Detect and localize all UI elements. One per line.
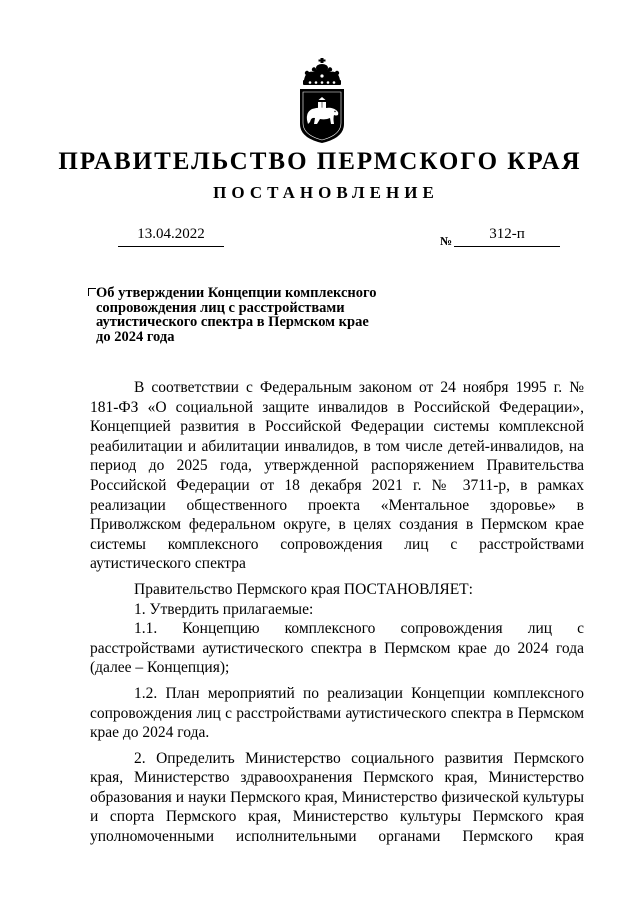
subject-line: аутистического спектра в Пермском крае (96, 314, 369, 330)
subject-line: сопровождения лиц с расстройствами (96, 299, 345, 316)
paragraph-item-1-1: 1.1. Концепцию комплексного сопровождения лиц с расстройствами аутистического спектра в Пермском крае до 2024 года (далее – Концепция); (90, 620, 584, 677)
paragraph-item-1-2: 1.2. План мероприятий по реализации Концепции комплексного сопровождения лиц с расстройствами аутистического спектра в Пермском крае до 2024 года. (90, 684, 584, 742)
paragraph-preamble: В соответствии с Федеральным законом от 24 ноября 1995 г. № 181-ФЗ «О социальной защите инвалидов в Российской Федерации», Концепцией развития в Российской Федерации системы комплексной реабилитации и абилитации инвалидов, в том числе детей-инвалидов, на период до 2025 года, утвержденной распоряжением Правительства Российской Федерации от 18 декабря 2021 г. № 3711-р, в рамках реализации общественного проекта «Ментальное здоровье» в Приволжском федеральном округе, в целях создания в Пермском крае системы комплексного сопровождения лиц с расстройствами аутистического спектра (90, 379, 584, 573)
coat-of-arms-icon (296, 58, 348, 144)
document-body (90, 378, 584, 847)
document-type: ПОСТАНОВЛЕНИЕ (213, 183, 439, 202)
subject-line: Об утверждении Концепции комплексного (96, 285, 377, 301)
paragraph-item-2: 2. Определить Министерство социального развития Пермского края, Министерство здравоохранения Пермского края, Министерство образования и науки Пермского края, Министерство физической культуры и спорта Пермского края, Министерство культуры Пермского края уполномоченными исполнительными органами Пермского края (90, 749, 584, 846)
government-title: ПРАВИТЕЛЬСТВО ПЕРМСКОГО КРАЯ (58, 148, 582, 175)
subject-line: до 2024 года (96, 328, 175, 345)
document-subject (90, 286, 410, 344)
paragraph-resolves: Правительство Пермского края ПОСТАНОВЛЯЕТ: (134, 580, 473, 598)
document-number: 312-п (454, 226, 560, 247)
subject-corner-mark (88, 288, 96, 296)
number-sign: № (440, 234, 453, 248)
document-date: 13.04.2022 (118, 226, 224, 247)
paragraph-item-1: 1. Утвердить прилагаемые: (134, 600, 314, 618)
